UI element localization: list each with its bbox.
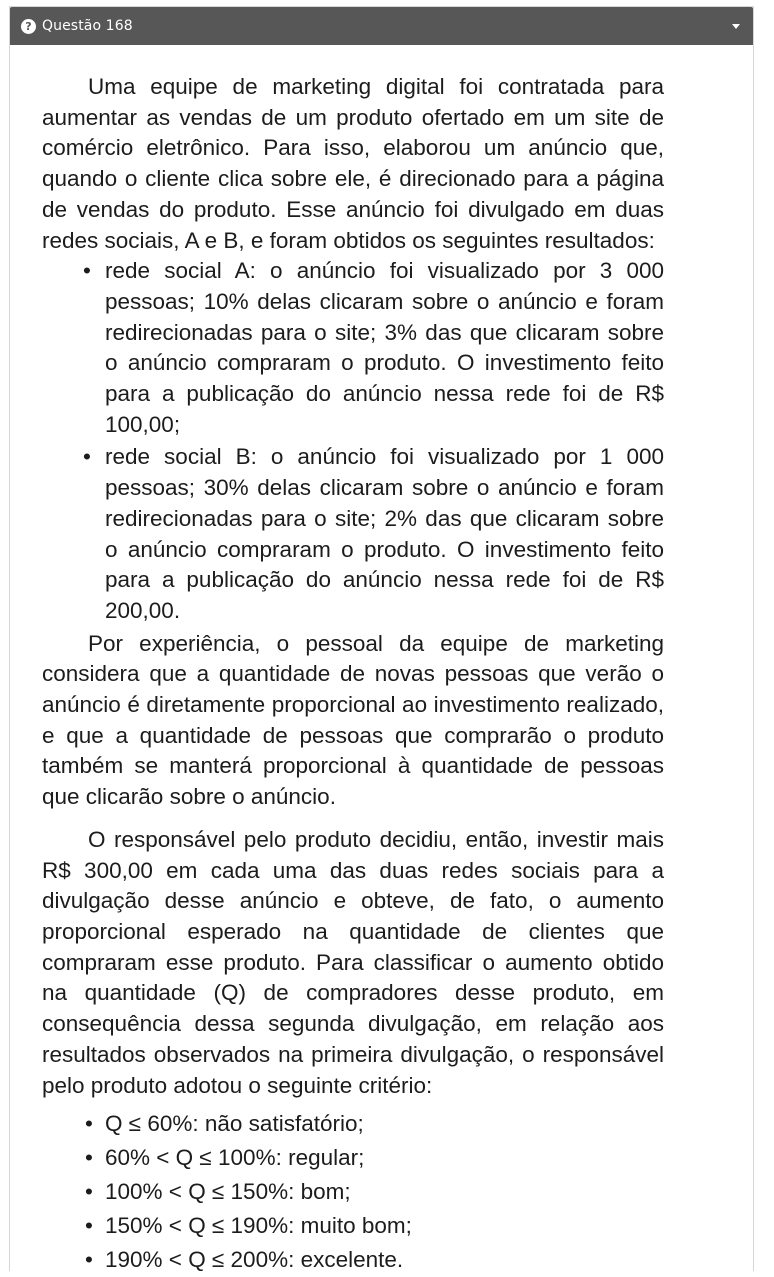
results-list xyxy=(42,256,664,626)
question-body xyxy=(42,72,664,1277)
question-title: Questão 168 xyxy=(42,18,133,34)
decision-paragraph: O responsável pelo produto decidiu, então, investir mais R$ 300,00 em cada uma das duas redes sociais para a divulgação desse anúncio e obteve, de fato, o aumento proporcional esperado na quantidade de clientes que compraram esse produto. Para classificar o aumento obtido na quantidade (Q) de compradores desse produto, em consequência dessa segunda divulgação, em relação aos resultados observados na primeira divulgação, o responsável pelo produto adotou o seguinte critério: xyxy=(42,826,664,1098)
criterion-item: • 150% < Q ≤ 190%: muito bom; xyxy=(42,1209,664,1243)
criterion-item: • 60% < Q ≤ 100%: regular; xyxy=(42,1141,664,1175)
panel-header[interactable] xyxy=(10,7,753,45)
criterion-item: • 100% < Q ≤ 150%: bom; xyxy=(42,1175,664,1209)
experience-paragraph: Por experiência, o pessoal da equipe de marketing considera que a quantidade de novas pessoas que verão o anúncio é diretamente proporcional ao investimento realizado, e que a quantidade de pessoas que comprarão o produto também se manterá proporcional à quantidade de pessoas que clicarão sobre o anúncio. xyxy=(42,630,664,810)
criterion-item: • 190% < Q ≤ 200%: excelente. xyxy=(42,1243,664,1277)
result-item-b: • rede social B: o anúncio foi visualizado por 1 000 pessoas; 30% delas clicaram sobre o anúncio e foram redirecionadas para o site; 2% das que clicaram sobre o anúncio compraram o produto. O investimento feito para a publicação do anúncio nessa rede foi de R$ 200,00. xyxy=(42,442,664,626)
criteria-list xyxy=(42,1107,664,1277)
question-circle-icon: ? xyxy=(21,19,36,34)
criterion-item: • Q ≤ 60%: não satisfatório; xyxy=(42,1107,664,1141)
result-item-a: • rede social A: o anúncio foi visualizado por 3 000 pessoas; 10% delas clicaram sobre o anúncio e foram redirecionadas para o site; 3% das que clicaram sobre o anúncio compraram o produto. O investimento feito para a publicação do anúncio nessa rede foi de R$ 100,00; xyxy=(42,256,664,440)
intro-paragraph: Uma equipe de marketing digital foi contratada para aumentar as vendas de um produto ofertado em um site de comércio eletrônico. Para isso, elaborou um anúncio que, quando o cliente clica sobre ele, é direcionado para a página de vendas do produto. Esse anúncio foi divulgado em duas redes sociais, A e B, e foram obtidos os seguintes resultados: xyxy=(42,74,664,253)
caret-down-icon[interactable] xyxy=(732,24,740,29)
